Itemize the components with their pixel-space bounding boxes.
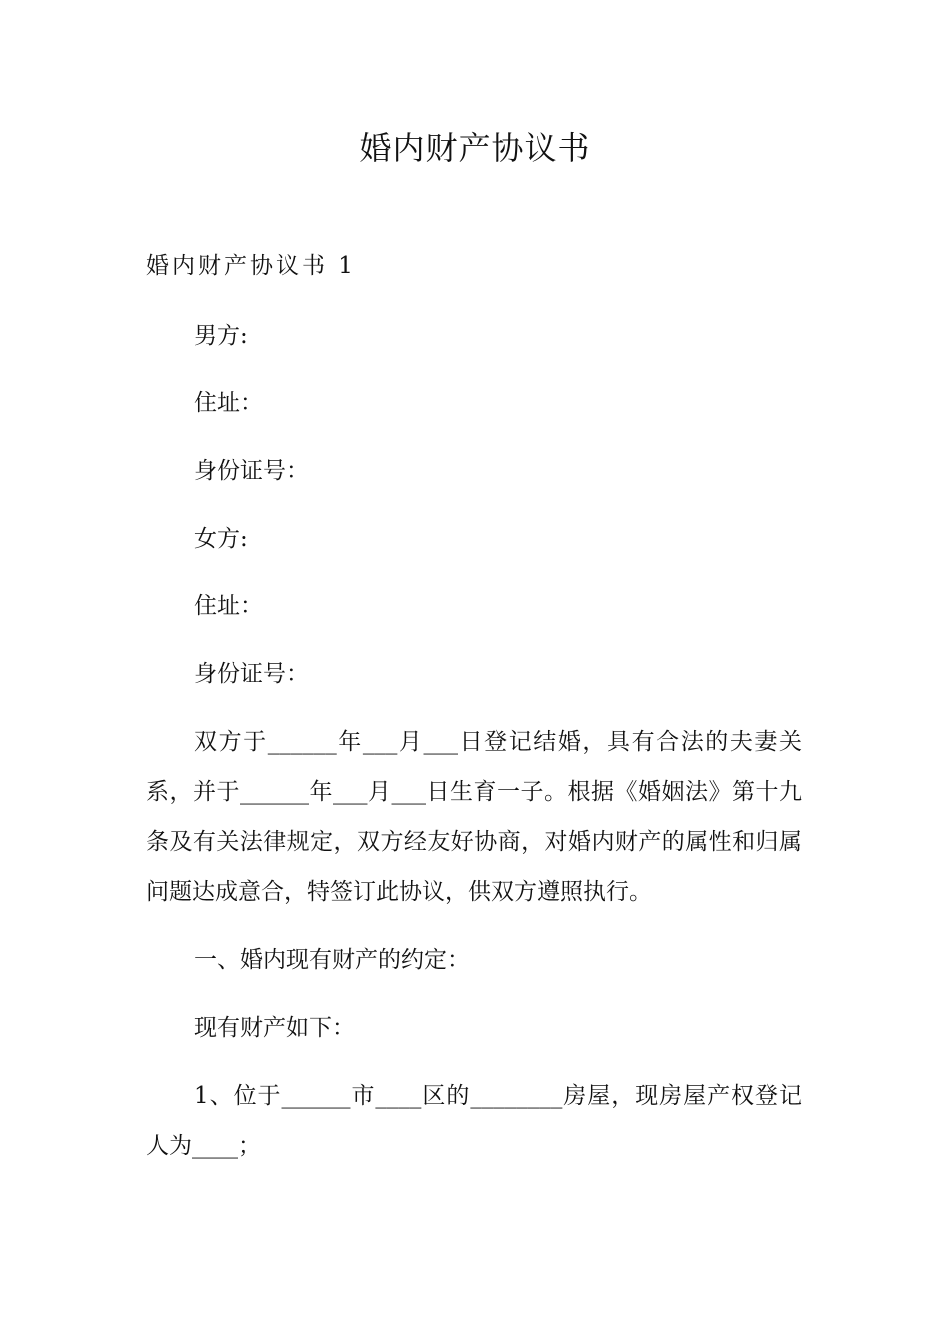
female-address-label: 住址： xyxy=(194,593,263,619)
document-title: 婚内财产协议书 xyxy=(359,129,591,167)
existing-property-heading: 现有财产如下： xyxy=(194,1015,355,1041)
property-item-line: 1、位于______市____区的________房屋，现房屋产权登记 xyxy=(194,1083,802,1109)
preamble-line: 条及有关法律规定，双方经友好协商，对婚内财产的属性和归属 xyxy=(146,829,802,855)
female-field-label: 女方: xyxy=(194,526,248,552)
clause-1-heading: 一、婚内现有财产的约定： xyxy=(194,947,470,973)
preamble-line: 问题达成意合，特签订此协议，供双方遵照执行。 xyxy=(146,879,652,905)
male-address-label: 住址： xyxy=(194,390,263,416)
preamble-line: 双方于______年___月___日登记结婚，具有合法的夫妻关 xyxy=(194,729,802,755)
property-item-line: 人为____； xyxy=(146,1133,261,1159)
male-field-label: 男方: xyxy=(194,323,248,349)
female-id-label: 身份证号： xyxy=(194,661,309,687)
section-heading: 婚内财产协议书 1 xyxy=(146,253,356,279)
male-id-label: 身份证号： xyxy=(194,458,309,484)
preamble-line: 系，并于______年___月___日生育一子。根据《婚姻法》第十九 xyxy=(146,779,802,805)
